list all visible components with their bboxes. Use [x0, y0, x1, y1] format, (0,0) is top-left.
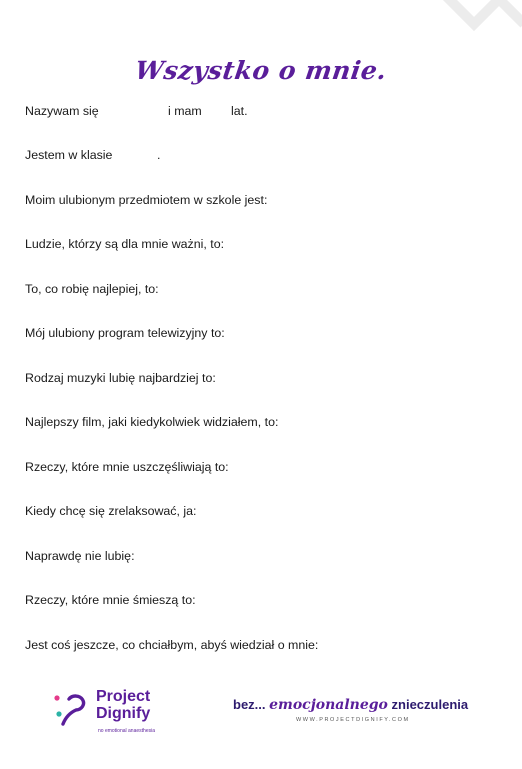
logo-mark-icon — [52, 690, 86, 730]
slogan-end: znieczulenia — [387, 697, 469, 712]
line-anything-else: Jest coś jeszcze, co chciałbym, abyś wiedział o mnie: — [25, 638, 319, 652]
logo-line-2: Dignify — [96, 705, 151, 722]
logo-subtitle: no emotional anaesthesia — [98, 728, 155, 734]
line-funny-things: Rzeczy, które mnie śmieszą to: — [25, 593, 196, 607]
line-class: Jestem w klasie — [25, 148, 113, 162]
line-relax: Kiedy chcę się zrelaksować, ja: — [25, 504, 197, 518]
website-url: WWW.PROJECTDIGNIFY.COM — [296, 717, 410, 723]
slogan-start: bez... — [233, 697, 270, 712]
page-title: Wszystko o mnie. — [133, 56, 389, 85]
line-music: Rodzaj muzyki lubię najbardziej to: — [25, 371, 216, 385]
line-best-film: Najlepszy film, jaki kiedykolwiek widziałem, to: — [25, 415, 279, 429]
line-dislike: Naprawdę nie lubię: — [25, 549, 135, 563]
line-tv-program: Mój ulubiony program telewizyjny to: — [25, 326, 225, 340]
line-important-people: Ludzie, którzy są dla mnie ważni, to: — [25, 237, 225, 251]
logo-line-1: Project — [96, 688, 151, 705]
line-happy-things: Rzeczy, które mnie uszczęśliwiają to: — [25, 460, 229, 474]
line-name: Nazywam się — [25, 104, 99, 118]
line-favorite-subject: Moim ulubionym przedmiotem w szkole jest: — [25, 193, 268, 207]
text-dot: . — [157, 148, 161, 162]
slogan — [233, 697, 468, 713]
text-lat: lat. — [231, 104, 248, 118]
text-i-mam: i mam — [168, 104, 202, 118]
slogan-script: emocjonalnego — [269, 697, 388, 713]
corner-decoration — [436, 0, 522, 36]
line-best-at: To, co robię najlepiej, to: — [25, 282, 159, 296]
project-dignify-logo — [52, 688, 172, 740]
